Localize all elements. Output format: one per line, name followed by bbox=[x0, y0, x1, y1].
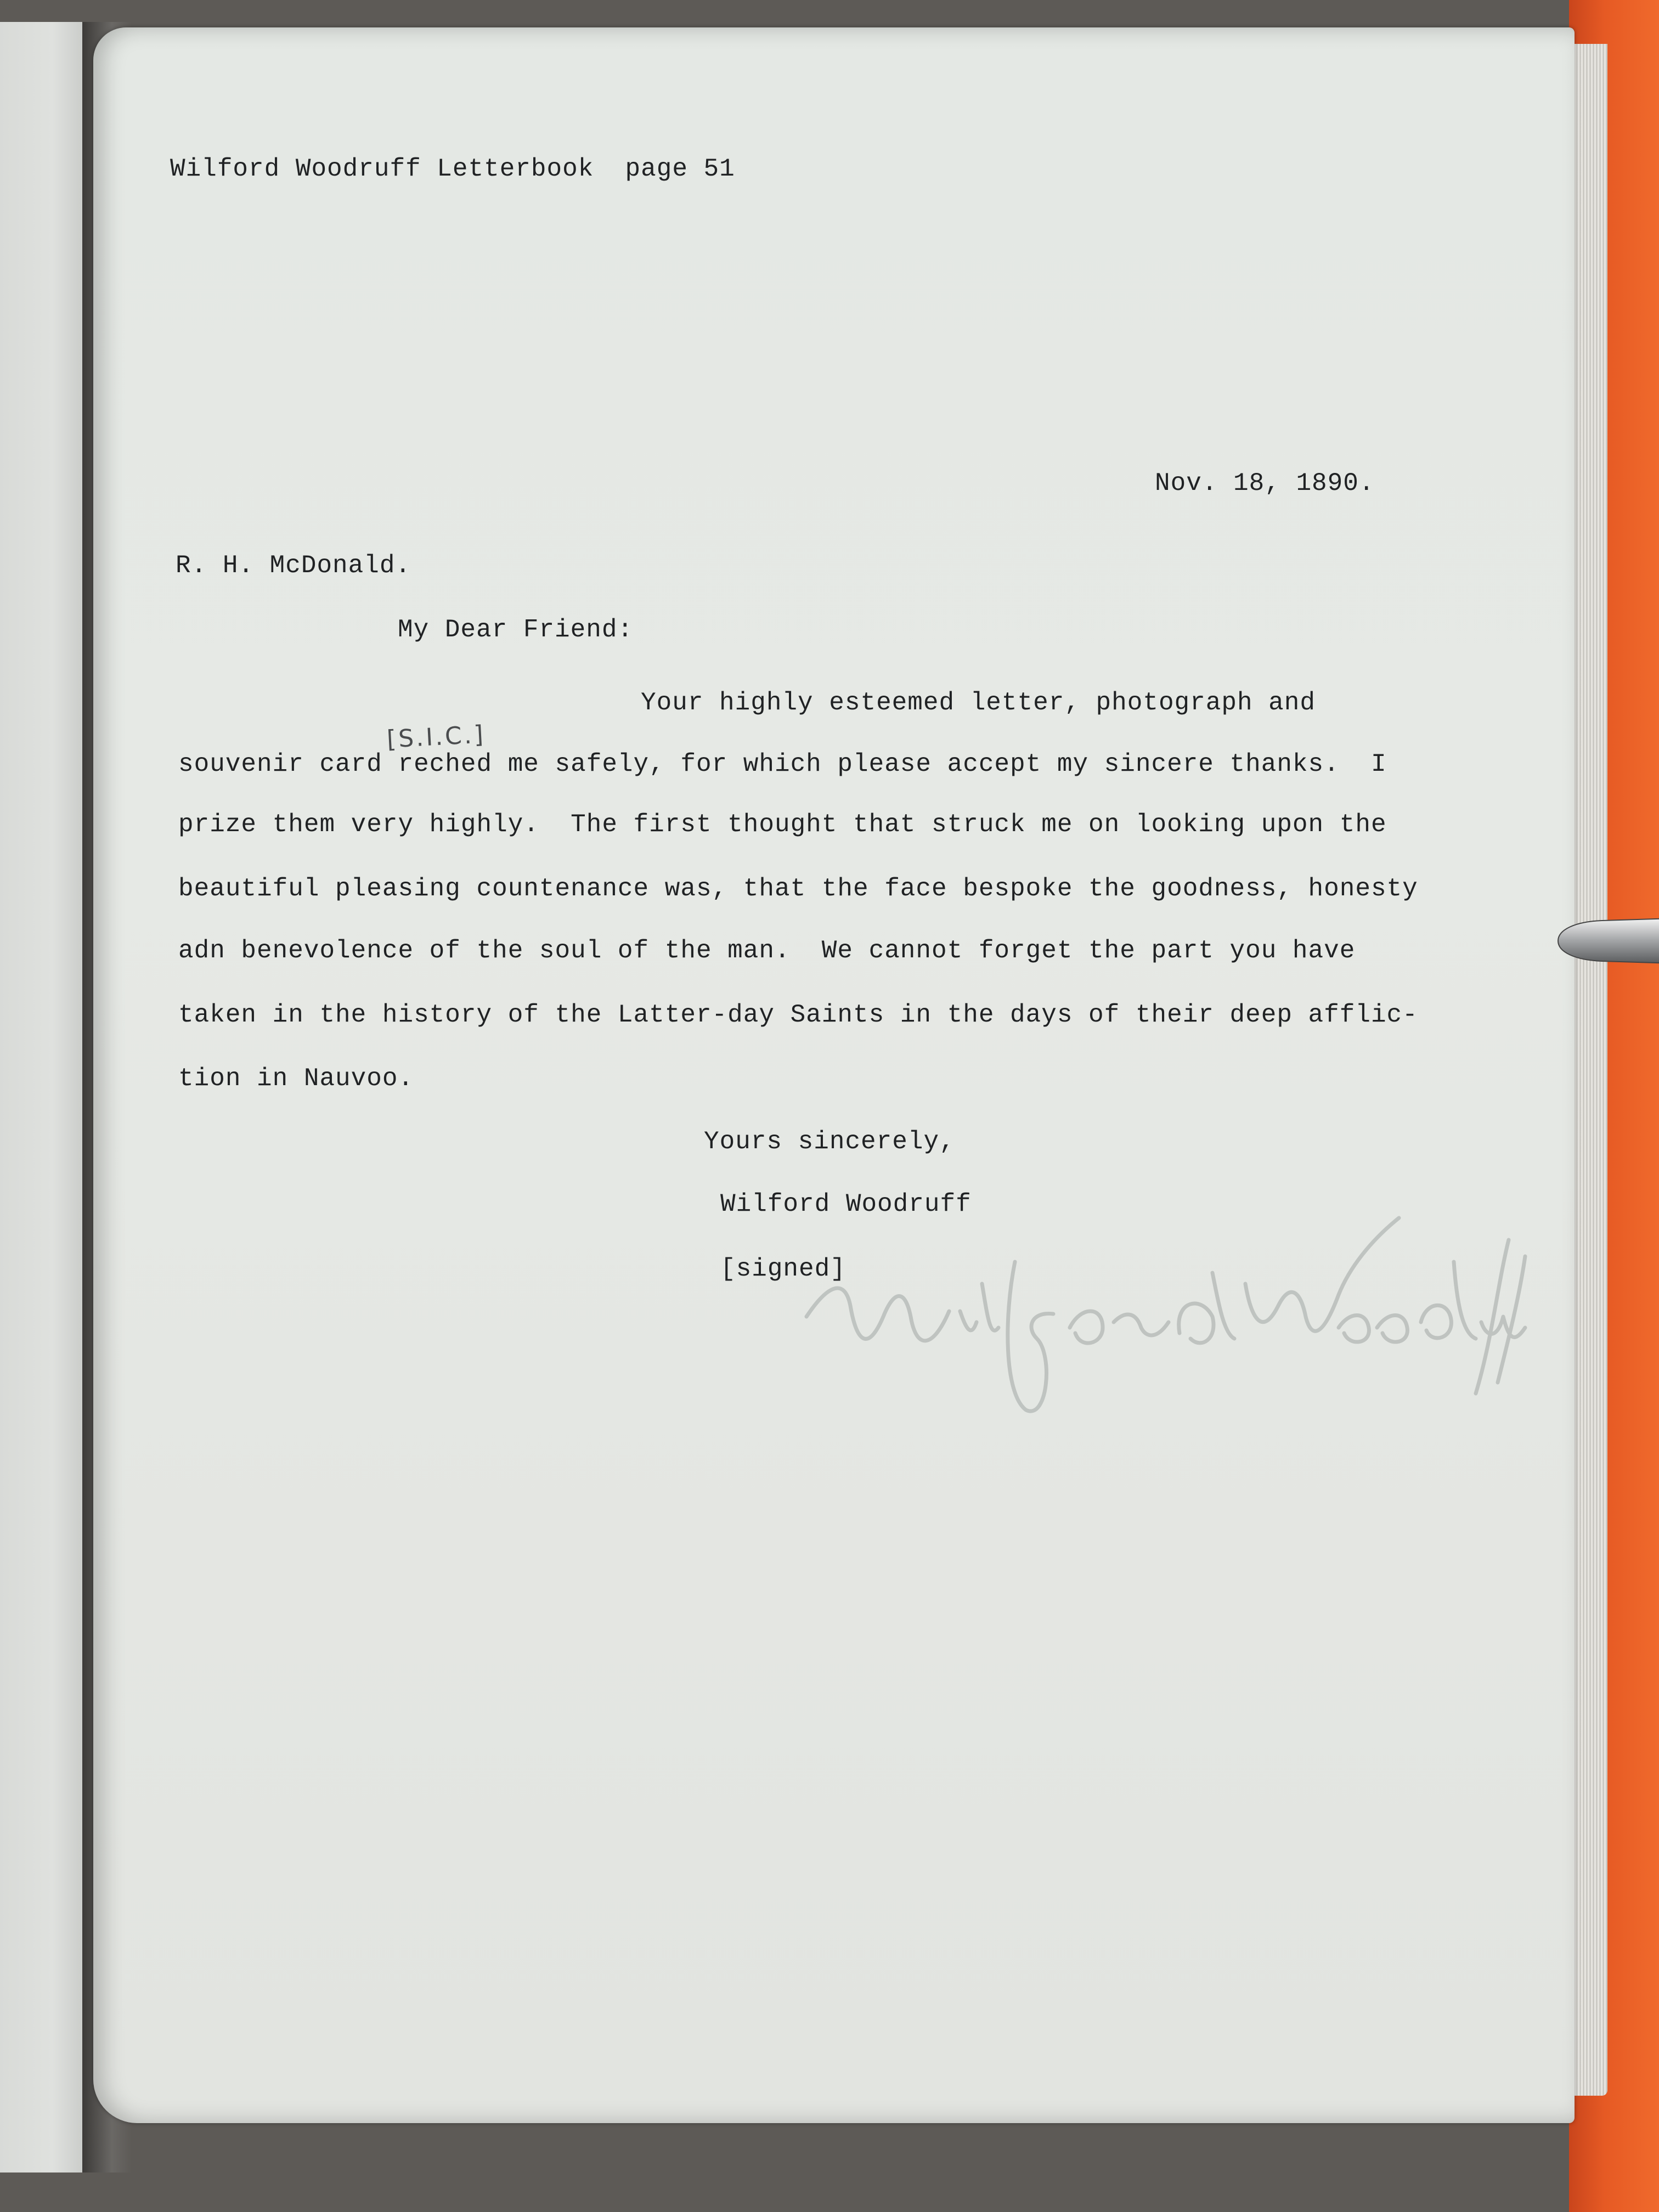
body-line: tion in Nauvoo. bbox=[178, 1064, 414, 1093]
letter-closing: Yours sincerely, bbox=[704, 1127, 955, 1156]
signature-watermark bbox=[795, 1174, 1536, 1448]
body-line: Your highly esteemed letter, photograph and bbox=[641, 689, 1316, 717]
page-header: Wilford Woodruff Letterbook page 51 bbox=[170, 155, 735, 183]
letter-recipient: R. H. McDonald. bbox=[176, 551, 411, 580]
handwritten-sic-annotation: [S.I.C.] bbox=[386, 720, 487, 754]
signed-note: [signed] bbox=[720, 1255, 846, 1283]
signer-name: Wilford Woodruff bbox=[720, 1190, 972, 1218]
pen-tip bbox=[1553, 911, 1659, 971]
body-line: souvenir card reched me safely, for which please accept my sincere thanks. I bbox=[178, 750, 1387, 778]
letter-date: Nov. 18, 1890. bbox=[1155, 469, 1375, 498]
letter-salutation: My Dear Friend: bbox=[398, 616, 634, 644]
body-line: taken in the history of the Latter-day Saints in the days of their deep afflic- bbox=[178, 1001, 1418, 1029]
body-line: adn benevolence of the soul of the man. We cannot forget the part you have bbox=[178, 936, 1356, 965]
body-line: beautiful pleasing countenance was, that the face bespoke the goodness, honesty bbox=[178, 874, 1418, 903]
body-line: prize them very highly. The first thought that struck me on looking upon the bbox=[178, 810, 1387, 839]
